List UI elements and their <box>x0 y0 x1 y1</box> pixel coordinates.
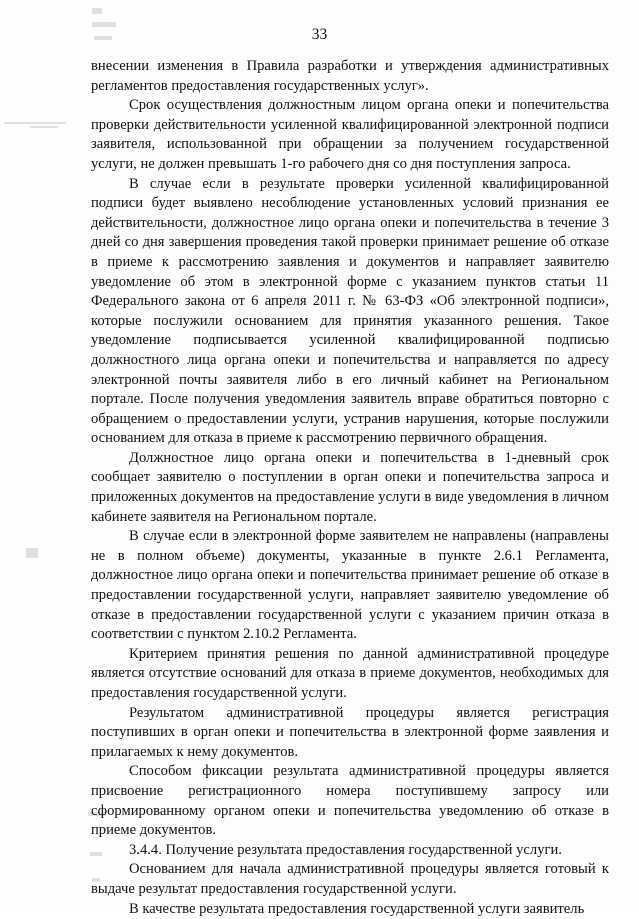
paragraph: Должностное лицо органа опеки и попечительства в 1-дневный срок сообщает заявителю о поступлении в орган опеки и попечительства запроса и приложенных документов на предоставление услуги в виде уведомления в личном кабинете заявителя на Региональном портале. <box>91 449 609 525</box>
scan-artifact <box>4 122 66 124</box>
paragraph: Способом фиксации результата административной процедуры является присвоение регистрационного номера поступившему запросу или сформированному органом опеки и попечительства уведомлению об отказе в приеме документов. <box>91 763 609 839</box>
paragraph: В качестве результата предоставления государственной услуги заявитель <box>129 900 585 917</box>
paragraph: Основанием для начала административной процедуры является готовый к выдаче результат предоставления государственной услуги. <box>91 861 609 897</box>
scan-artifact <box>26 548 38 558</box>
paragraph: В случае если в электронной форме заявителем не направлены (направлены не в полном объеме) документы, указанные в пункте 2.6.1 Регламента, должностное лицо органа опеки и попечительства принимает решение об отказе в предоставлении государственной услуги, направляет заявителю уведомление об отказе в предоставлении государственной услуги с указанием причин отказа в соответствии с пунктом 2.10.2 Регламента. <box>91 528 609 643</box>
paragraph: Срок осуществления должностным лицом органа опеки и попечительства проверки действительности усиленной квалифицированной электронной подписи заявителя, использованной при обращении за получением государственной услуги, не должен превышать 1-го рабочего дня со дня поступления запроса. <box>91 97 609 172</box>
paragraph: В случае если в результате проверки усиленной квалифицированной подписи будет выявлено несоблюдение установленных условий признания ее действительности, должностное лицо органа опеки и попечительства в течение 3 дней со дня завершения проведения такой проверки принимает решение об отказе в приеме к рассмотрению заявления и документов и направляет заявителю уведомление об этом в электронной форме с указанием пунктов статьи 11 Федерального закона от 6 апреля 2011 г. № 63-ФЗ «Об электронной подписи», которые послужили основанием для принятия указанного решения. Такое уведомление подписывается усиленной квалифицированной подписью должностного лица органа опеки и попечительства и направляется по адресу электронной почты заявителя либо в его личный кабинет на Региональном портале. После получения уведомления заявитель вправе обратиться повторно с обращением о предоставлении услуги, устранив нарушения, которые послужили основанием для отказа в приеме к рассмотрению первичного обращения. <box>91 175 609 447</box>
paragraph: Результатом административной процедуры является регистрация поступивших в орган опеки и попечительства в электронной форме заявления и прилагаемых к нему документов. <box>91 704 609 760</box>
section-heading: 3.4.4. Получение результата предоставления государственной услуги. <box>129 841 562 858</box>
page-number: 33 <box>311 26 328 43</box>
scan-artifact <box>92 8 102 14</box>
paragraph: Критерием принятия решения по данной административной процедуре является отсутствие оснований для отказа в приеме документов, необходимых для предоставления государственной услуги. <box>91 645 609 701</box>
scan-artifact <box>30 126 58 128</box>
paragraph: внесении изменения в Правила разработки и утверждения административных регламентов предоставления государственных услуг». <box>91 58 609 94</box>
document-body <box>91 57 609 919</box>
